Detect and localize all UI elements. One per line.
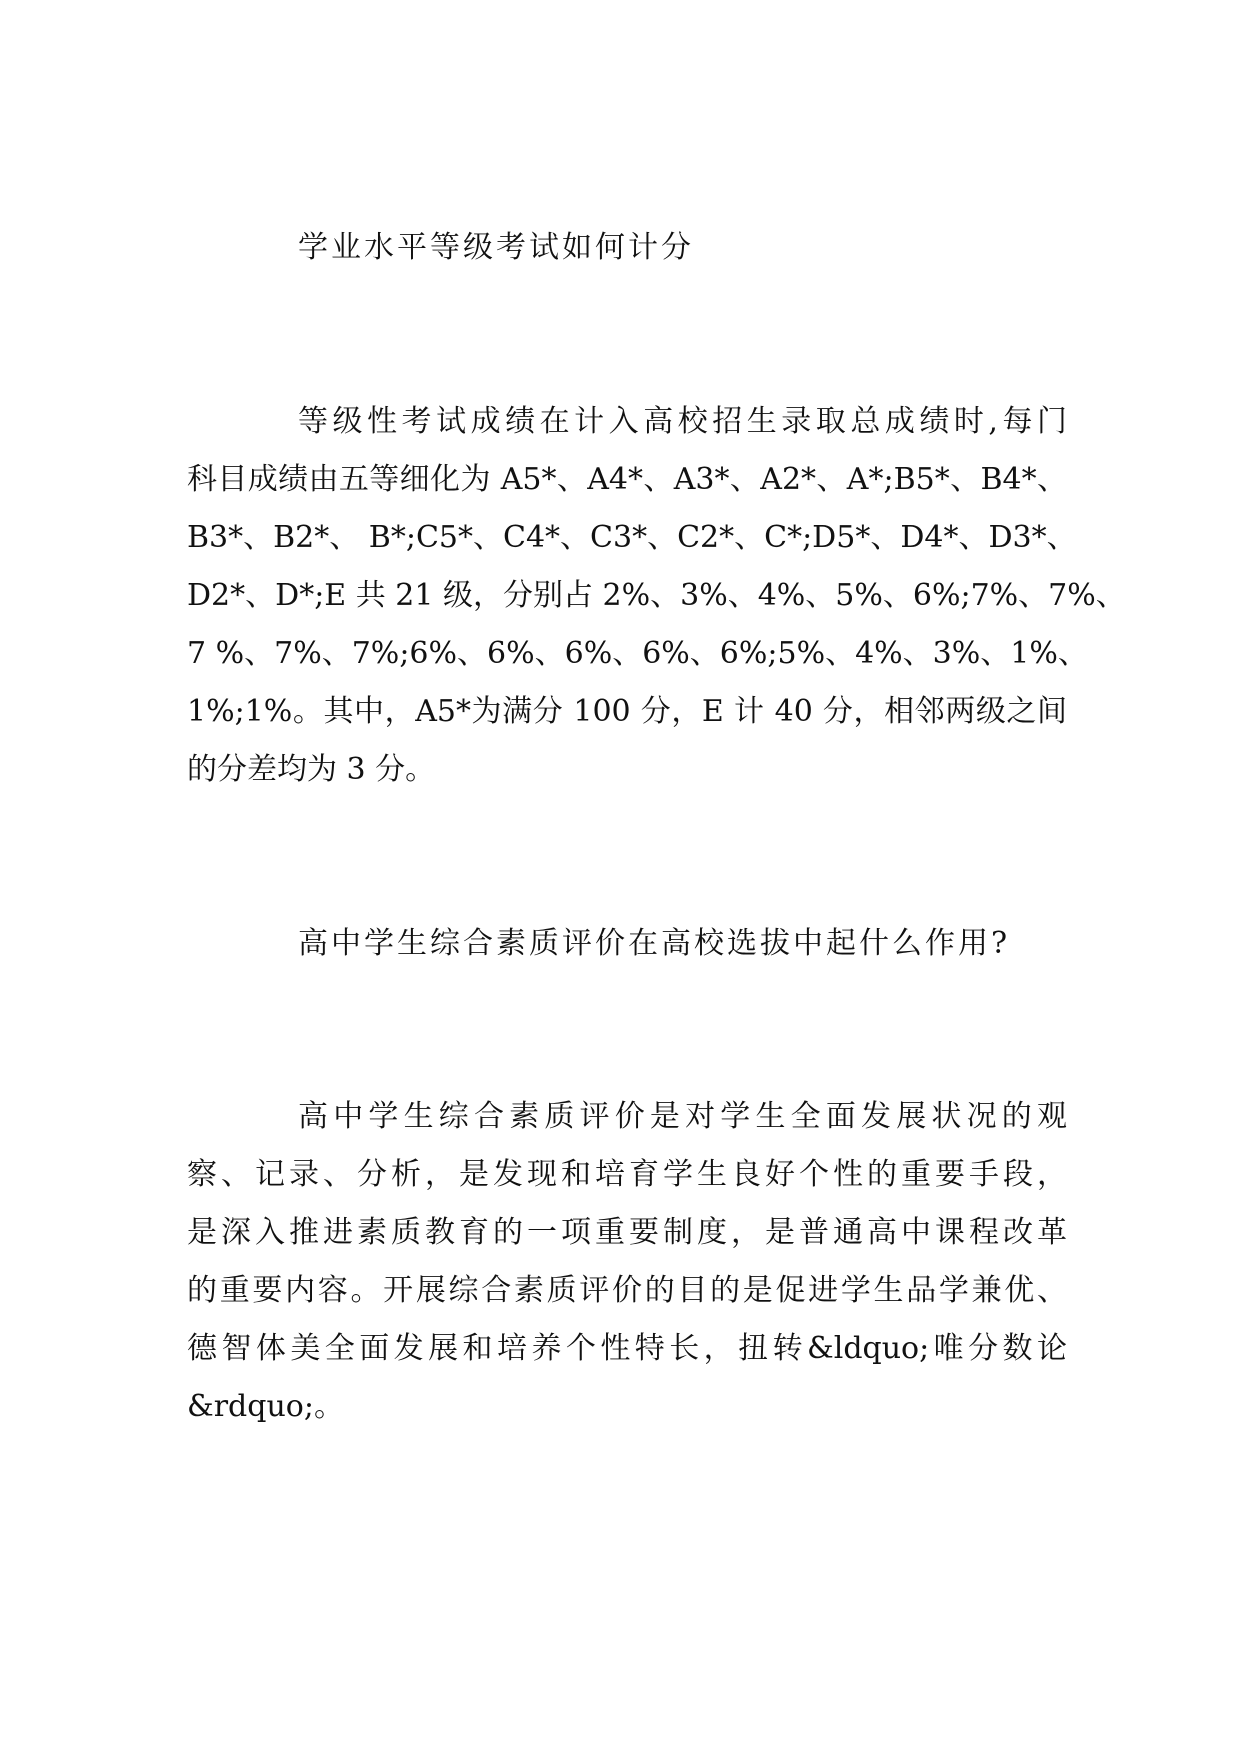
paragraph-line: &rdquo;。 bbox=[187, 1389, 344, 1424]
paragraph-line: 1%;1%。其中，A5*为满分 100 分，E 计 40 分，相邻两级之间 bbox=[187, 694, 1067, 729]
paragraph-line: 的分差均为 3 分。 bbox=[187, 752, 436, 787]
paragraph-evaluation bbox=[187, 1088, 1067, 1436]
paragraph-line: D2*、D*;E 共 21 级，分别占 2%、3%、4%、5%、6%;7%、7%、 bbox=[187, 578, 1126, 613]
paragraph-line: 德智体美全面发展和培养个性特长，扭转&ldquo;唯分数论 bbox=[187, 1331, 1067, 1366]
paragraph-line: 察、记录、分析，是发现和培育学生良好个性的重要手段， bbox=[187, 1157, 1067, 1192]
section-heading-scoring: 学业水平等级考试如何计分 bbox=[298, 230, 694, 265]
paragraph-line: B3*、B2*、 B*;C5*、C4*、C3*、C2*、C*;D5*、D4*、D3*、 bbox=[187, 520, 1077, 555]
paragraph-line: 等级性考试成绩在计入高校招生录取总成绩时,每门 bbox=[298, 404, 1067, 439]
paragraph-line: 科目成绩由五等细化为 A5*、A4*、A3*、A2*、A*;B5*、B4*、 bbox=[187, 462, 1067, 497]
paragraph-line: 7 %、7%、7%;6%、6%、6%、6%、6%;5%、4%、3%、1%、 bbox=[187, 636, 1088, 671]
paragraph-scoring bbox=[187, 393, 1126, 799]
paragraph-line: 高中学生综合素质评价是对学生全面发展状况的观 bbox=[298, 1099, 1067, 1134]
section-heading-evaluation: 高中学生综合素质评价在高校选拔中起什么作用? bbox=[298, 926, 1011, 961]
paragraph-line: 是深入推进素质教育的一项重要制度，是普通高中课程改革 bbox=[187, 1215, 1067, 1250]
paragraph-line: 的重要内容。开展综合素质评价的目的是促进学生品学兼优、 bbox=[187, 1273, 1067, 1308]
